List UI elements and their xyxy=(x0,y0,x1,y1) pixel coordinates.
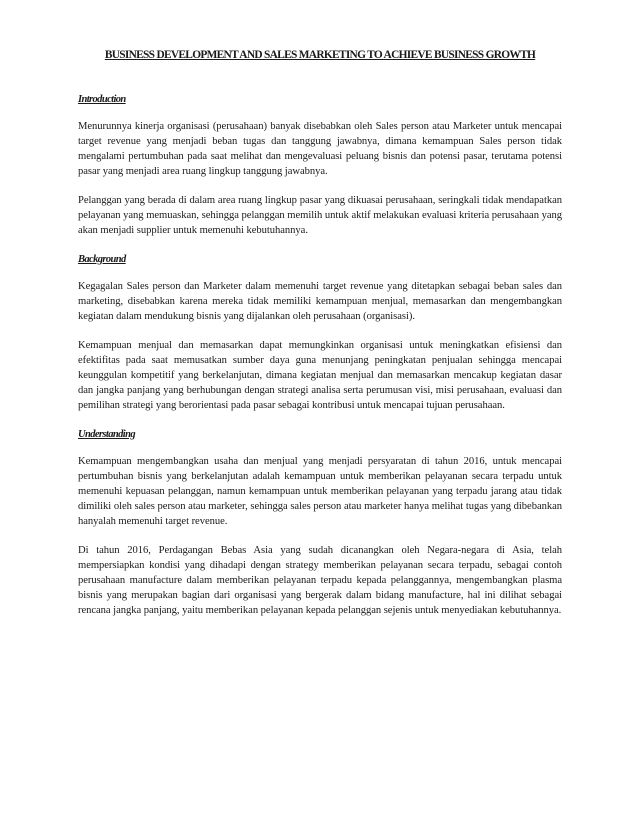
section-heading-understanding: Understanding xyxy=(78,429,135,440)
document-title: BUSINESS DEVELOPMENT AND SALES MARKETING TO ACHIEVE BUSINESS GROWTH xyxy=(104,49,536,61)
paragraph: Kegagalan Sales person dan Marketer dalam memenuhi target revenue yang ditetapkan sebagai beban sales dan marketing, disebabkan karena mereka tidak memiliki kemampuan menjual, memasarkan dan mengembangkan kegiatan dalam mendukung bisnis yang dijalankan oleh perusahaan (organisasi). xyxy=(78,281,562,322)
section-heading-background: Background xyxy=(78,254,126,265)
paragraph: Di tahun 2016, Perdagangan Bebas Asia yang sudah dicanangkan oleh Negara-negara di Asia, telah mempersiapkan kondisi yang dihadapi dengan strategy memberikan pelayanan secara terpadu, sebagai contoh perusahaan manufacture dalam memberikan pelayanan terpadu kepada pelanggannya, mengembangkan plasma bisnis yang merupakan bagian dari organisasi yang bergerak dalam bidang manufacture, hal ini dilihat sebagai rencana jangka panjang, yaitu memberikan pelayanan kepada pelanggan sejenis untuk menyediakan kebutuhannya. xyxy=(78,545,562,616)
section-background xyxy=(78,253,562,413)
section-understanding xyxy=(78,428,562,618)
section-introduction xyxy=(78,93,562,238)
paragraph: Kemampuan menjual dan memasarkan dapat memungkinkan organisasi untuk meningkatkan efisiensi dan efektifitas pada saat memusatkan sumber daya guna menunjang peningkatan penjualan sehingga mencapai keunggulan kompetitif yang berkelanjutan, dimana kegiatan menjual dan memasarkan mencakup kegiatan dasar dan jangka panjang yang berhubungan dengan strategi analisa serta perumusan visi, misi perusahaan, evaluasi dan pemilihan strategi yang berorientasi pada pasar sebagai kontribusi untuk mencapai tujuan perusahaan. xyxy=(78,340,562,411)
document-content xyxy=(78,48,562,632)
paragraph: Menurunnya kinerja organisasi (perusahaan) banyak disebabkan oleh Sales person atau Marketer untuk mencapai target revenue yang menjadi beban tugas dan tanggung jawabnya, dimana kemampuan Sales person tidak mengalami pertumbuhan pada saat melihat dan mengevaluasi peluang bisnis dan potensi pasar, terutama potensi pasar yang menjadi area ruang lingkup tanggung jawabnya. xyxy=(78,121,562,177)
section-heading-introduction: Introduction xyxy=(78,94,126,105)
paragraph: Kemampuan mengembangkan usaha dan menjual yang menjadi persyaratan di tahun 2016, untuk mencapai pertumbuhan bisnis yang berkelanjutan adalah kemampuan untuk memberikan pelayanan secara terpadu untuk memenuhi kepuasan pelanggan, namun kemampuan untuk memberikan pelayanan yang terpadu jarang atau tidak dimiliki oleh sales person atau marketer, sehingga sales person atau marketer hanya melihat tugas yang dibebankan hanyalah memenuhi target revenue. xyxy=(78,456,562,527)
paragraph: Pelanggan yang berada di dalam area ruang lingkup pasar yang dikuasai perusahaan, seringkali tidak mendapatkan pelayanan yang memuaskan, sehingga pelanggan memilih untuk aktif melakukan evaluasi kriteria perusahaan yang akan menjadi supplier untuk memenuhi kebutuhannya. xyxy=(78,195,562,236)
